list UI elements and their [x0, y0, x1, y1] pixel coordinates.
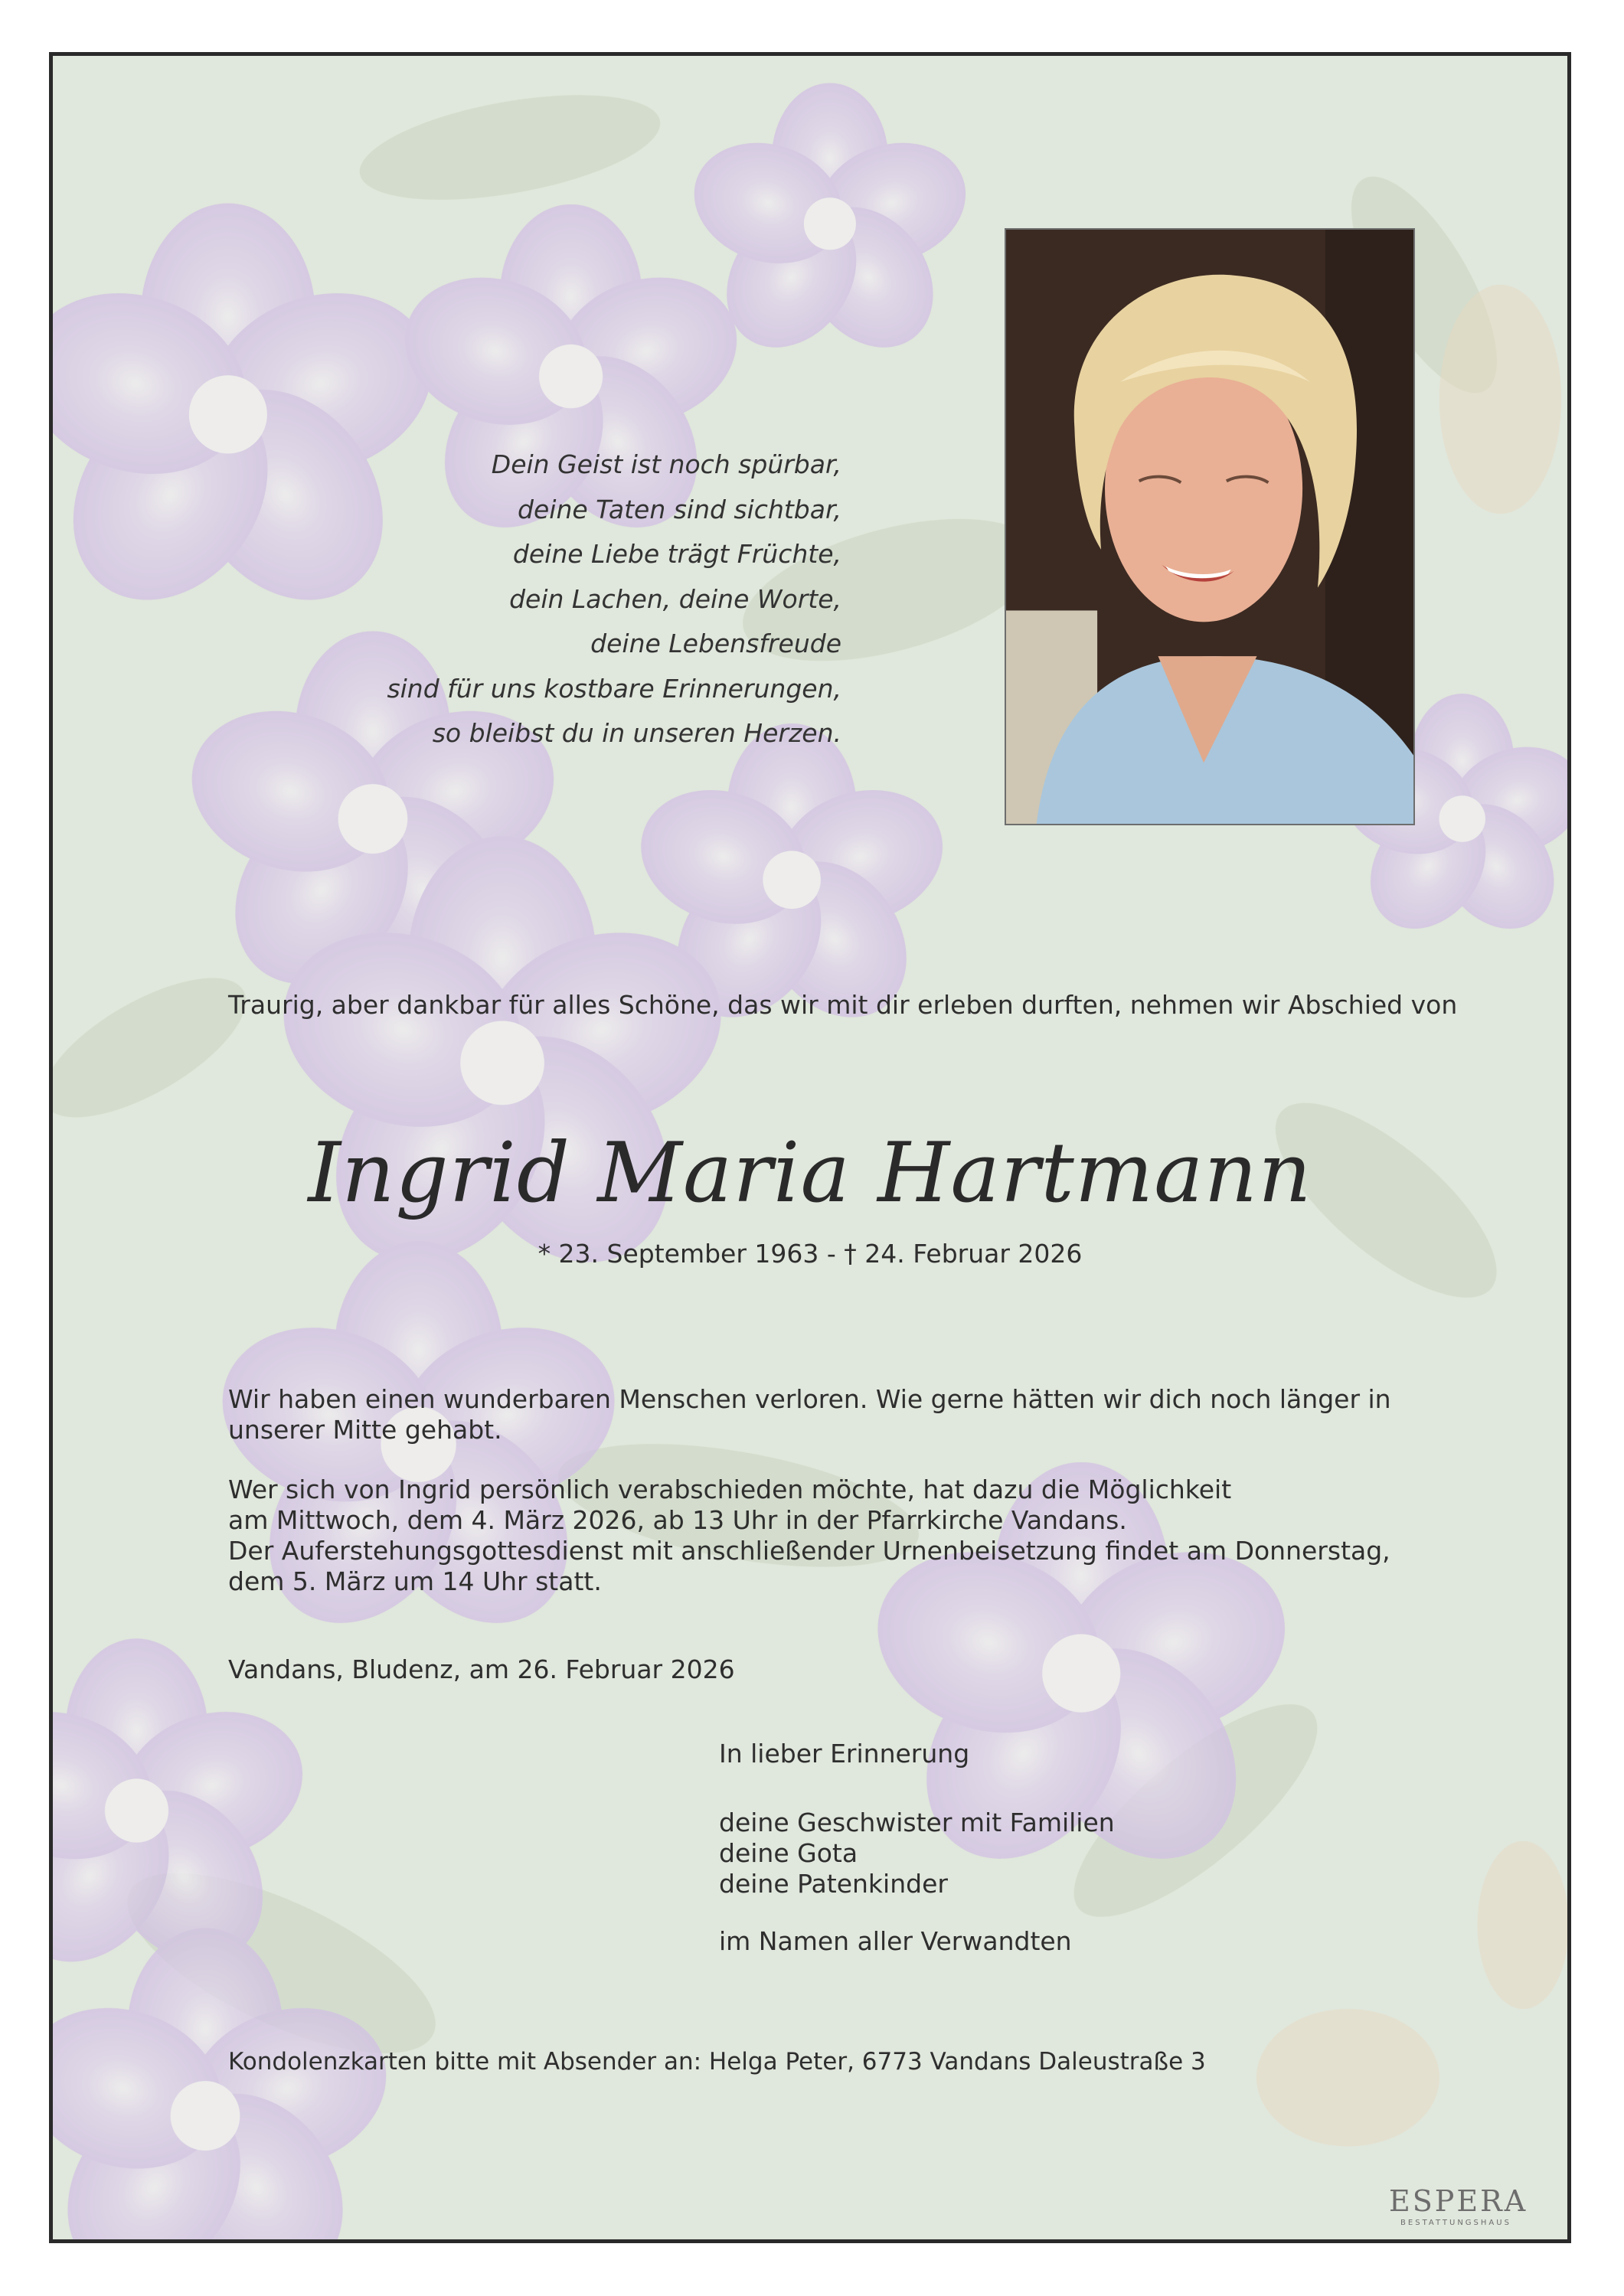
intro-text: Traurig, aber dankbar für alles Schöne, das wir mit dir erleben durften, nehmen wir Abschied von: [228, 990, 1458, 1020]
poem-line: dein Lachen, deine Worte,: [509, 583, 841, 614]
poem-line: so bleibst du in unseren Herzen.: [432, 718, 841, 748]
logo-subtitle: BESTATTUNGSHAUS: [1400, 2219, 1511, 2227]
poem-line: Dein Geist ist noch spürbar,: [491, 449, 841, 479]
relative-item: deine Patenkinder: [719, 1869, 948, 1899]
card-content: [53, 56, 1567, 2239]
poem-line: deine Lebensfreude: [590, 629, 841, 658]
funeral-home-logo: [1389, 2184, 1528, 2229]
paragraph-line: am Mittwoch, dem 4. März 2026, ab 13 Uhr in der Pfarrkirche Vandans.: [228, 1505, 1127, 1535]
paragraph-line: dem 5. März um 14 Uhr statt.: [228, 1566, 602, 1596]
poem-line: sind für uns kostbare Erinnerungen,: [387, 673, 841, 704]
deceased-name: Ingrid Maria Hartmann: [308, 1125, 1312, 1221]
portrait-photo: [1005, 228, 1415, 825]
paragraph-line: Wer sich von Ingrid persönlich verabschieden möchte, hat dazu die Möglichkeit: [228, 1475, 1232, 1504]
logo-name: ESPERA: [1389, 2184, 1528, 2218]
announcement-paragraph: [228, 1384, 1453, 1445]
portrait-image: [1006, 230, 1413, 824]
service-paragraph: [228, 1475, 1453, 1597]
life-dates: * 23. September 1963 - † 24. Februar 2026: [538, 1239, 1083, 1269]
place-date: Vandans, Bludenz, am 26. Februar 2026: [228, 1654, 735, 1684]
relatives-list: [719, 1808, 1115, 1899]
on-behalf-text: im Namen aller Verwandten: [719, 1926, 1072, 1956]
poem-line: deine Taten sind sichtbar,: [518, 494, 841, 524]
sign-intro: In lieber Erinnerung: [719, 1739, 970, 1769]
condolence-address: Kondolenzkarten bitte mit Absender an: Helga Peter, 6773 Vandans Daleustraße 3: [228, 2048, 1206, 2076]
poem: [152, 443, 841, 756]
poem-line: deine Liebe trägt Früchte,: [512, 539, 841, 569]
paragraph-line: Der Auferstehungsgottesdienst mit anschließender Urnenbeisetzung findet am Donnerstag,: [228, 1536, 1390, 1566]
paragraph-line: Wir haben einen wunderbaren Menschen verloren. Wie gerne hätten wir dich noch länger in: [228, 1384, 1391, 1414]
relative-item: deine Gota: [719, 1838, 858, 1868]
paragraph-line: unserer Mitte gehabt.: [228, 1415, 502, 1445]
obituary-card: [49, 52, 1571, 2243]
relative-item: deine Geschwister mit Familien: [719, 1808, 1115, 1837]
